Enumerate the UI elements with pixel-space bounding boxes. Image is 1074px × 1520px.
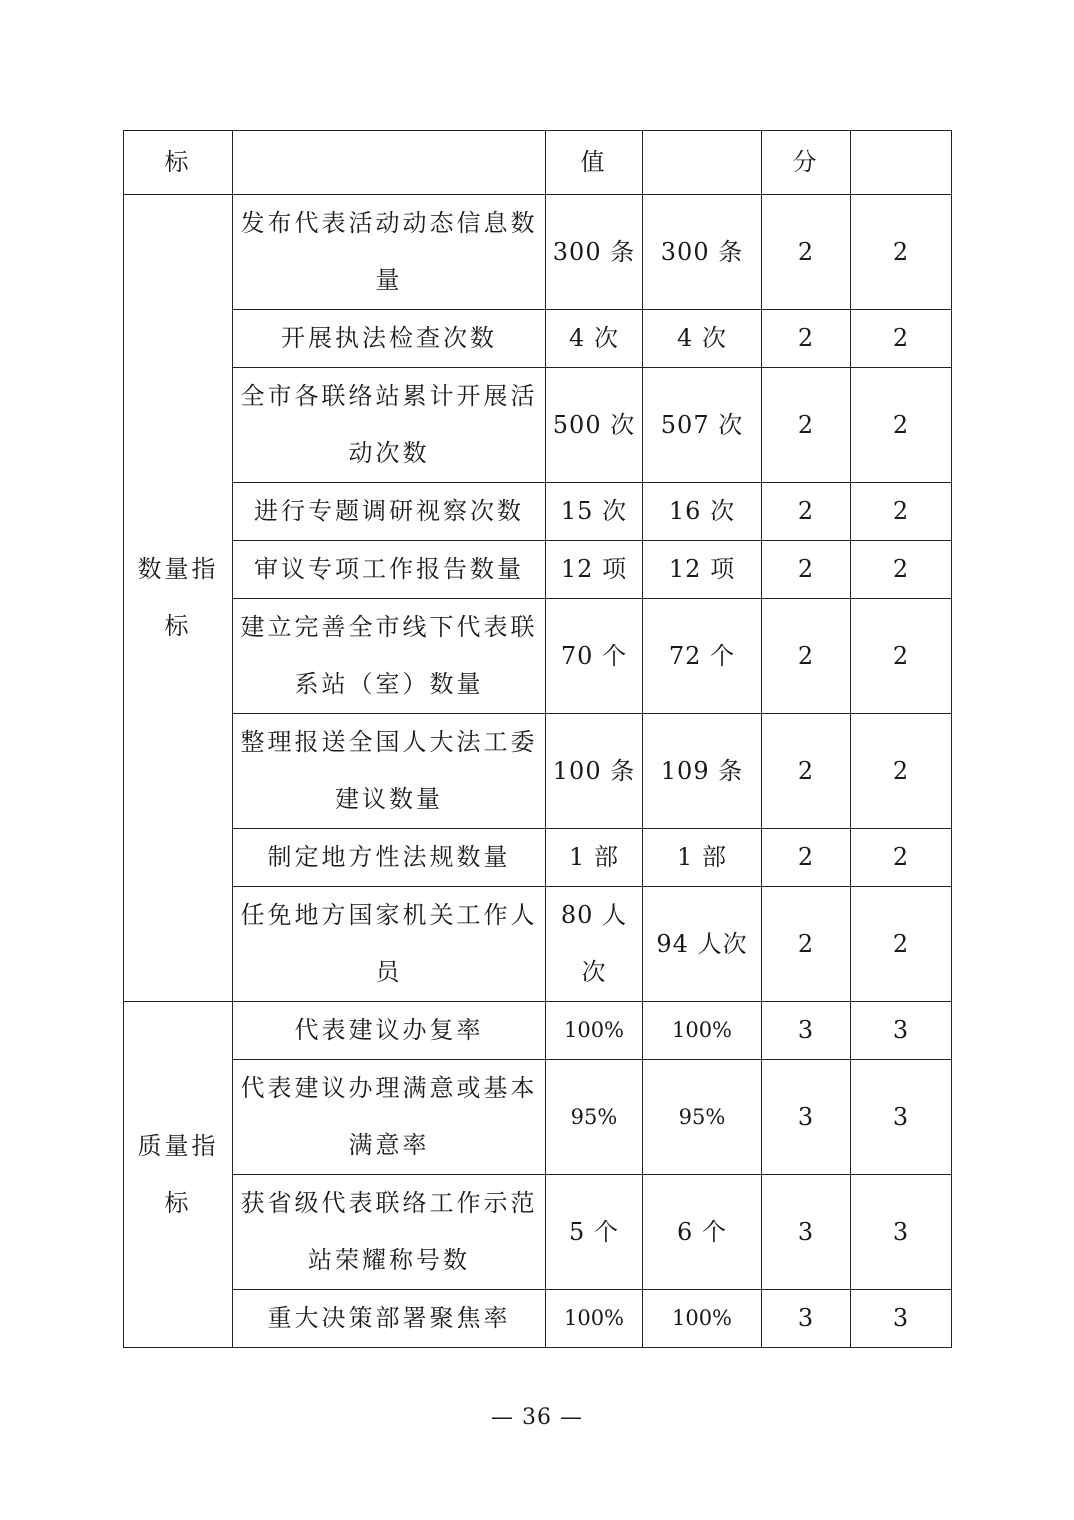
table-row: [124, 714, 952, 829]
weight-value: 2: [762, 310, 851, 368]
target-value: 300 条: [546, 195, 643, 310]
target-value: 100 条: [546, 714, 643, 829]
score-value: 3: [851, 1002, 952, 1060]
indicator-name: 全市各联络站累计开展活动次数: [233, 368, 546, 483]
score-value: 2: [851, 310, 952, 368]
indicator-name: 重大决策部署聚焦率: [233, 1290, 546, 1348]
page-number: — 36 —: [491, 1405, 583, 1430]
actual-value: 95%: [643, 1060, 762, 1175]
weight-value: 2: [762, 887, 851, 1002]
indicator-name: 发布代表活动动态信息数量: [233, 195, 546, 310]
target-value: 70 个: [546, 599, 643, 714]
actual-value: 109 条: [643, 714, 762, 829]
target-value: 5 个: [546, 1175, 643, 1290]
score-value: 2: [851, 599, 952, 714]
indicator-name: 建立完善全市线下代表联系站（室）数量: [233, 599, 546, 714]
weight-value: 3: [762, 1002, 851, 1060]
actual-value: 1 部: [643, 829, 762, 887]
indicator-name: 整理报送全国人大法工委建议数量: [233, 714, 546, 829]
actual-value: 12 项: [643, 541, 762, 599]
header-row: [124, 131, 952, 195]
target-value: 4 次: [546, 310, 643, 368]
actual-value: 16 次: [643, 483, 762, 541]
header-cell-name: [233, 131, 546, 195]
weight-value: 3: [762, 1290, 851, 1348]
table-row: [124, 368, 952, 483]
header-cell-weight: 分: [762, 131, 851, 195]
table-row: [124, 829, 952, 887]
score-value: 2: [851, 195, 952, 310]
target-value: 100%: [546, 1290, 643, 1348]
actual-value: 100%: [643, 1002, 762, 1060]
score-value: 2: [851, 829, 952, 887]
header-cell-target: 值: [546, 131, 643, 195]
weight-value: 2: [762, 483, 851, 541]
table-row: [124, 1002, 952, 1060]
indicator-name: 代表建议办理满意或基本满意率: [233, 1060, 546, 1175]
score-value: 2: [851, 887, 952, 1002]
score-value: 3: [851, 1060, 952, 1175]
indicator-name: 代表建议办复率: [233, 1002, 546, 1060]
target-value: 1 部: [546, 829, 643, 887]
weight-value: 2: [762, 599, 851, 714]
actual-value: 100%: [643, 1290, 762, 1348]
target-value: 100%: [546, 1002, 643, 1060]
actual-value: 4 次: [643, 310, 762, 368]
score-value: 2: [851, 483, 952, 541]
header-cell-indicator: 标: [124, 131, 233, 195]
score-value: 2: [851, 541, 952, 599]
actual-value: 507 次: [643, 368, 762, 483]
weight-value: 2: [762, 195, 851, 310]
header-cell-actual: [643, 131, 762, 195]
group-label-quality: 质量指标: [124, 1002, 233, 1348]
table-row: [124, 195, 952, 310]
table-row: [124, 310, 952, 368]
indicator-name: 审议专项工作报告数量: [233, 541, 546, 599]
actual-value: 300 条: [643, 195, 762, 310]
weight-value: 2: [762, 714, 851, 829]
weight-value: 3: [762, 1060, 851, 1175]
target-value: 15 次: [546, 483, 643, 541]
target-value: 12 项: [546, 541, 643, 599]
table-row: [124, 599, 952, 714]
table-row: [124, 483, 952, 541]
indicator-name: 任免地方国家机关工作人员: [233, 887, 546, 1002]
group-label-quantity: 数量指标: [124, 195, 233, 1002]
table-row: [124, 541, 952, 599]
target-value: 500 次: [546, 368, 643, 483]
table-row: [124, 887, 952, 1002]
weight-value: 3: [762, 1175, 851, 1290]
target-value: 80 人次: [546, 887, 643, 1002]
table-row: [124, 1290, 952, 1348]
indicator-name: 制定地方性法规数量: [233, 829, 546, 887]
weight-value: 2: [762, 541, 851, 599]
score-value: 2: [851, 368, 952, 483]
table-row: [124, 1060, 952, 1175]
weight-value: 2: [762, 829, 851, 887]
score-value: 2: [851, 714, 952, 829]
score-value: 3: [851, 1175, 952, 1290]
indicator-table: [123, 130, 952, 1348]
actual-value: 6 个: [643, 1175, 762, 1290]
table-row: [124, 1175, 952, 1290]
indicator-name: 获省级代表联络工作示范站荣耀称号数: [233, 1175, 546, 1290]
target-value: 95%: [546, 1060, 643, 1175]
indicator-name: 开展执法检查次数: [233, 310, 546, 368]
actual-value: 72 个: [643, 599, 762, 714]
header-cell-score: [851, 131, 952, 195]
weight-value: 2: [762, 368, 851, 483]
score-value: 3: [851, 1290, 952, 1348]
actual-value: 94 人次: [643, 887, 762, 1002]
indicator-name: 进行专题调研视察次数: [233, 483, 546, 541]
